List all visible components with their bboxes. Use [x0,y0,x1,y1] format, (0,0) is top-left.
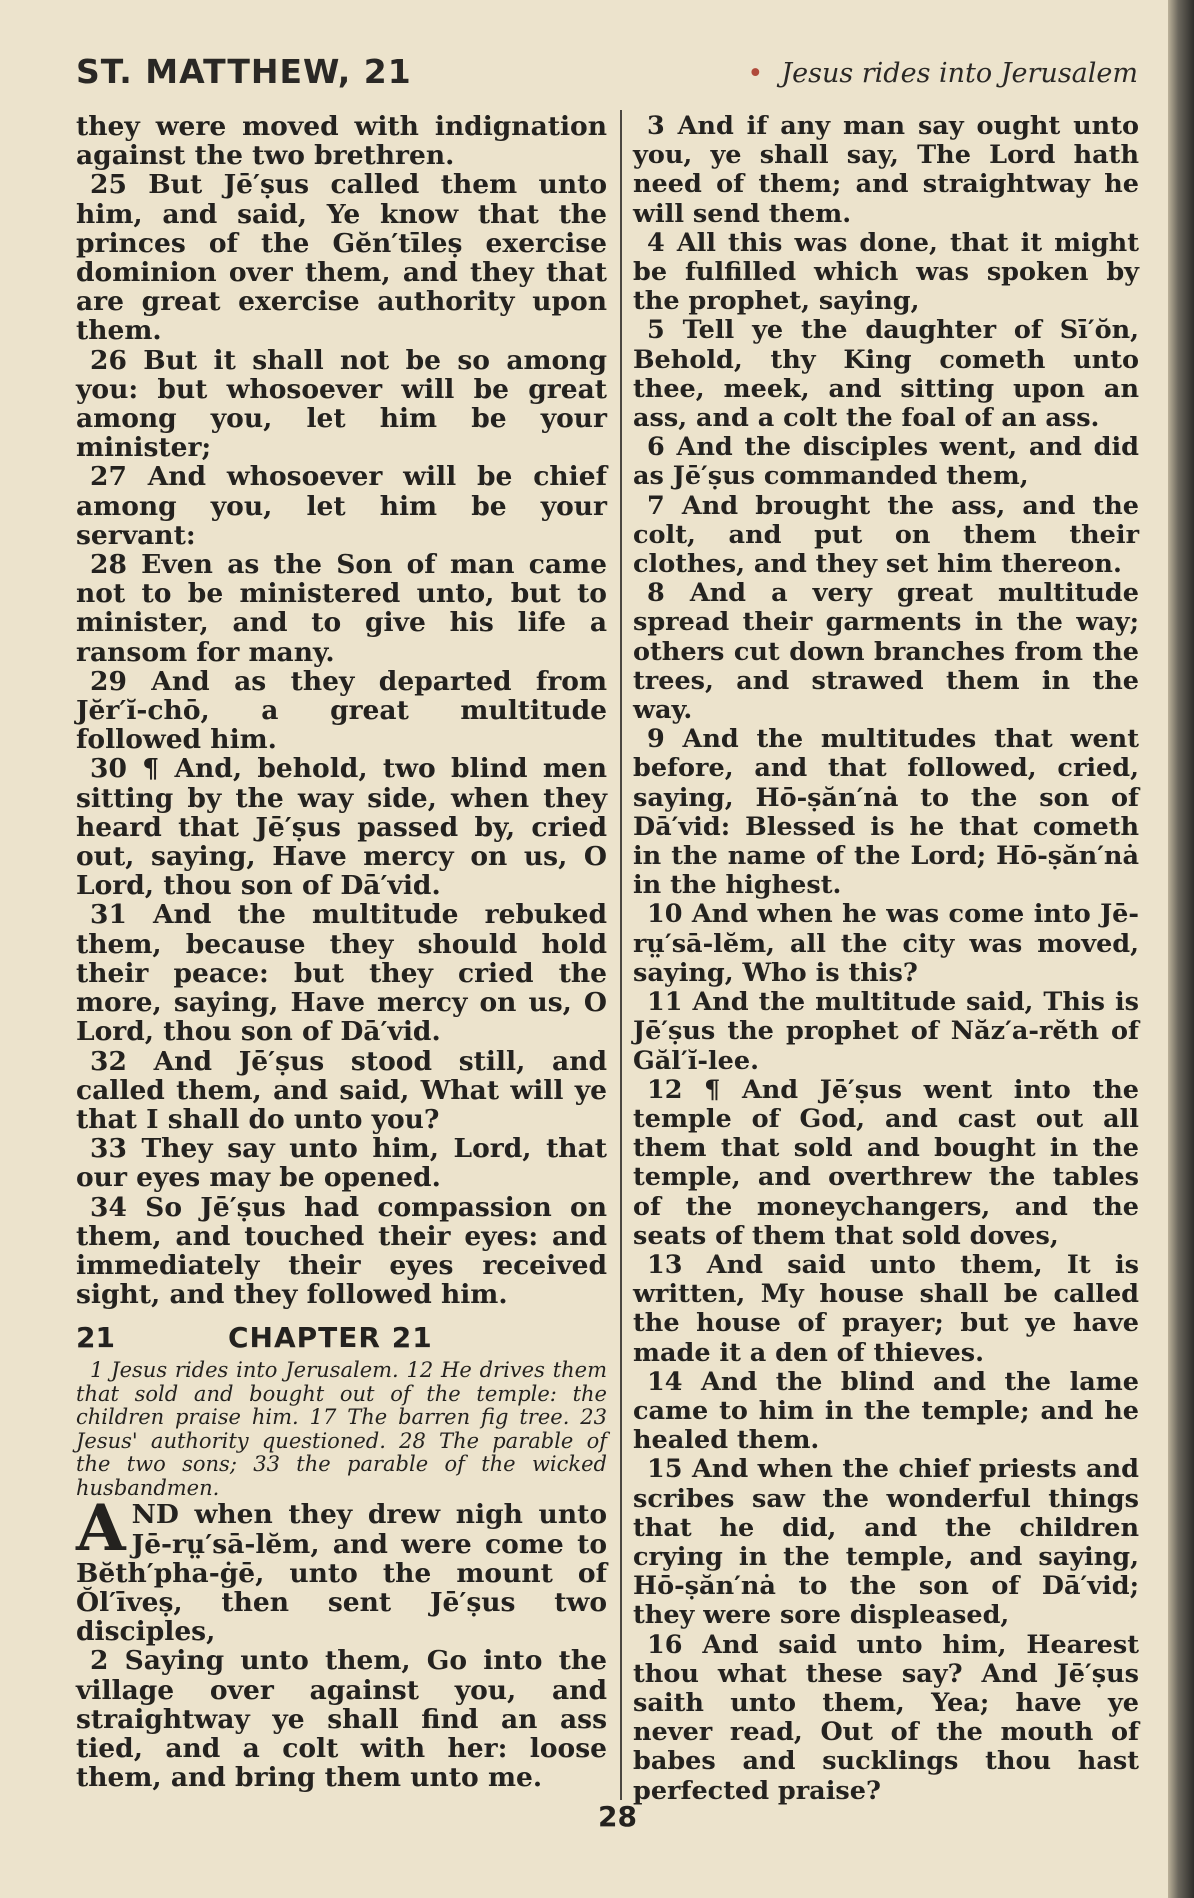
chapter-opening [76,1491,607,1648]
drop-cap: A [76,1491,126,1567]
right-column [633,112,1139,1806]
verse-paragraph: 32 And Jē′ṣus stood still, and called them, and said, What will ye that I shall do unto you? [76,1045,607,1135]
book-chapter-title: ST. MATTHEW, 21 [76,52,412,91]
verse-paragraph: 6 And the disciples went, and did as Jē′ṣus commanded them, [633,432,1139,492]
verse-paragraph: 26 But it shall not be so among you: but whosoever will be great among you, let him be your minister; [76,344,607,464]
left-column [76,112,607,1792]
chapter-title: CHAPTER 21 [228,1321,433,1355]
section-heading [747,58,1138,89]
chapter-summary: 1 Jesus rides into Jerusalem. 12 He drives them that sold and bought out of the temple: the children praise him. 17 The barren fig tree. 23 Jesus' authority questioned. 28 The parable of the two sons; 33 the parable of the wicked husbandmen. [76,1358,607,1500]
verse-paragraph: 8 And a very great multitude spread their garments in the way; others cut down branches from the trees, and strawed them in the way. [633,578,1139,726]
verse-paragraph: 10 And when he was come into Jē-rṳ′sā-lĕm, all the city was moved, saying, Who is this? [633,899,1139,988]
chapter-number: 21 [76,1321,115,1355]
page-edge-shadow [1168,0,1194,1898]
verse-paragraph: 30 ¶ And, behold, two blind men sitting by the way side, when they heard that Jē′ṣus passed by, cried out, saying, Have mercy on us, O Lord, thou son of Dā′vid. [76,753,607,902]
opening-text: ND when they drew nigh unto Jē-rṳ′sā-lĕm, and were come to Bĕth′pha-ġē, unto the mount of Ŏl′īveṣ, then sent Jē′ṣus two disciples, [76,1499,607,1648]
verse-paragraph: 7 And brought the ass, and the colt, and put on them their clothes, and they set him thereon. [633,490,1139,580]
section-heading-text: Jesus rides into Jerusalem [781,58,1138,89]
verse-paragraph: 14 And the blind and the lame came to him in the temple; and he healed them. [633,1366,1139,1456]
verse-paragraph: 27 And whosoever will be chief among you, let him be your servant: [76,461,607,551]
verse-paragraph: 25 But Jē′ṣus called them unto him, and said, Ye know that the princes of the Gĕn′tīleṣ exercise dominion over them, and they that are great exercise authority upon them. [76,169,607,347]
verse-paragraph: 29 And as they departed from Jĕr′ĭ-chō, a great multitude followed him. [76,665,607,756]
verse-paragraph: 12 ¶ And Jē′ṣus went into the temple of God, and cast out all them that sold and bought in the temple, and overthrew the tables of the moneychangers, and the seats of them that sold doves, [633,1074,1139,1251]
verse-paragraph: 5 Tell ye the daughter of Sī′ŏn, Behold, thy King cometh unto thee, meek, and sitting upon an ass, and a colt the foal of an ass. [633,315,1139,434]
verse-paragraph: 33 They say unto him, Lord, that our eyes may be opened. [76,1133,607,1194]
column-divider [620,110,622,1800]
verse-paragraph: 11 And the multitude said, This is Jē′ṣus the prophet of Năz′a-rĕth of Găl′ĭ-lee. [633,987,1139,1076]
page-number: 28 [598,1800,637,1833]
running-header [76,52,1138,102]
header-bullet: • [747,58,764,89]
chapter-heading [76,1323,607,1359]
verse-paragraph: 31 And the multitude rebuked them, because they should hold their peace: but they cried the more, saying, Have mercy on us, O Lord, thou son of Dā′vid. [76,899,607,1048]
verse-paragraph: 16 And said unto him, Hearest thou what these say? And Jē′ṣus saith unto them, Yea; have ye never read, Out of the mouth of babes and sucklings thou hast perfected praise? [633,1629,1139,1806]
verse-paragraph: 2 Saying unto them, Go into the village over against you, and straightway ye shall find an ass tied, and a colt with her: loose them, and bring them unto me. [76,1645,607,1794]
verse-paragraph: 9 And the multitudes that went before, and that followed, cried, saying, Hō-ṣăn′nȧ to the son of Dā′vid: Blessed is he that cometh in the name of the Lord; Hō-ṣăn′nȧ in the highest. [633,724,1139,901]
verse-paragraph: 15 And when the chief priests and scribes saw the wonderful things that he did, and the children crying in the temple, and saying, Hō-ṣăn′nȧ to the son of Dā′vid; they were sore displeased, [633,1454,1139,1631]
verse-paragraph: 3 And if any man say ought unto you, ye shall say, The Lord hath need of them; and straightway he will send them. [633,111,1139,229]
verse-paragraph: 34 So Jē′ṣus had compassion on them, and touched their eyes: and immediately their eyes received sight, and they followed him. [76,1191,607,1311]
verse-paragraph: they were moved with indignation against the two brethren. [76,111,607,172]
verse-paragraph: 4 All this was done, that it might be fulfilled which was spoken by the prophet, saying, [633,227,1139,317]
verse-paragraph: 13 And said unto them, It is written, My house shall be called the house of prayer; but ye have made it a den of thieves. [633,1249,1139,1368]
verse-paragraph: 28 Even as the Son of man came not to be ministered unto, but to minister, and to give his life a ransom for many. [76,549,607,668]
